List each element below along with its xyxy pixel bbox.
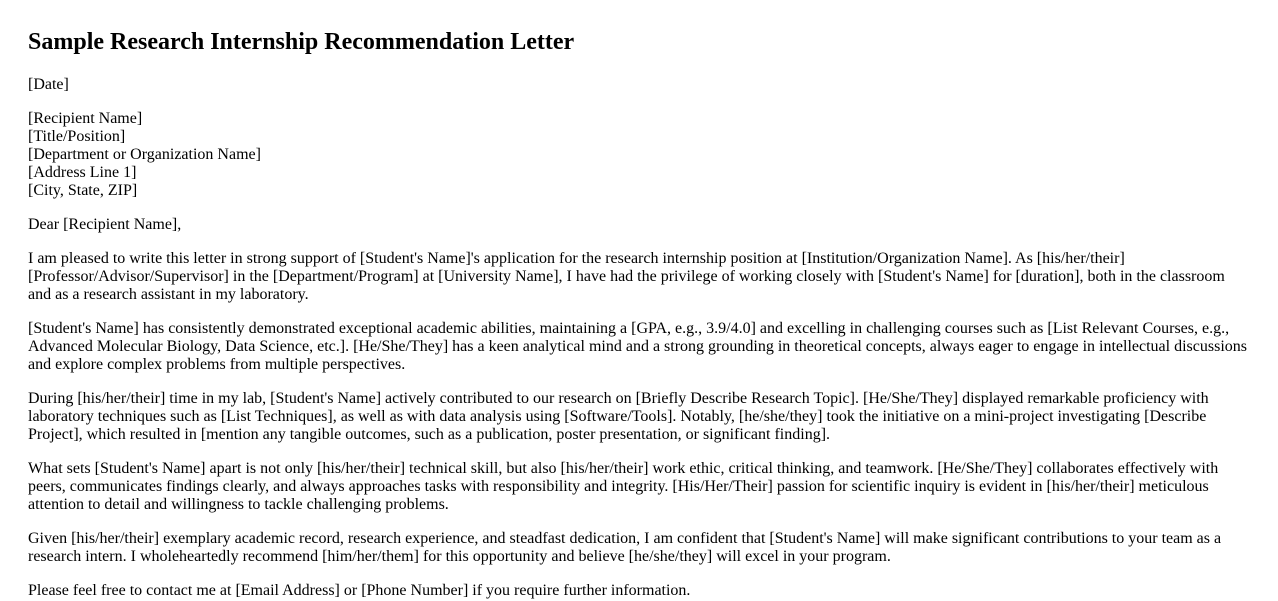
recipient-title: [Title/Position] (28, 128, 126, 145)
recipient-name: [Recipient Name] (28, 110, 143, 127)
salutation: Dear [Recipient Name], (28, 216, 182, 233)
letter-date: [Date] (28, 76, 69, 93)
body-paragraph-character: What sets [Student's Name] apart is not only [his/her/their] technical skill, but also [his/her/their] work ethic, critical thinking, and teamwork. [He/She/They] collaborates effectively with peers, communicates findings clearly, and always approaches tasks with responsibility and integrity. [His/Her/Their] passion for scientific inquiry is evident in [his/her/their] meticulous attention to detail and willingness to tackle challenging problems. (28, 460, 1219, 513)
body-paragraph-recommendation: Given [his/her/their] exemplary academic record, research experience, and steadfast dedication, I am confident that [Student's Name] will make significant contributions to your team as a research intern. I wholeheartedly recommend [him/her/them] for this opportunity and believe [he/she/they] will excel in your program. (28, 530, 1222, 565)
recipient-address-line: [Address Line 1] (28, 164, 137, 181)
body-paragraph-academics: [Student's Name] has consistently demonstrated exceptional academic abilities, maintaining a [GPA, e.g., 3.9/4.0] and excelling in challenging courses such as [List Relevant Courses, e.g., Advanced Molecular Biology, Data Science, etc.]. [He/She/They] has a keen analytical mind and a strong grounding in theoretical concepts, always eager to engage in intellectual discussions and explore complex problems from multiple perspectives. (28, 320, 1247, 373)
body-paragraph-intro: I am pleased to write this letter in strong support of [Student's Name]'s application for the research internship position at [Institution/Organization Name]. As [his/her/their] [Professor/Advisor/Supervisor] in the [Department/Program] at [University Name], I have had the privilege of working closely with [Student's Name] for [duration], both in the classroom and as a research assistant in my laboratory. (28, 250, 1225, 303)
recipient-address-block (28, 110, 1250, 200)
body-paragraph-research: During [his/her/their] time in my lab, [Student's Name] actively contributed to our research on [Briefly Describe Research Topic]. [He/She/They] displayed remarkable proficiency with laboratory techniques such as [List Techniques], as well as with data analysis using [Software/Tools]. Notably, [he/she/they] took the initiative on a mini-project investigating [Describe Project], which resulted in [mention any tangible outcomes, such as a publication, poster presentation, or significant finding]. (28, 390, 1209, 443)
recipient-city-state-zip: [City, State, ZIP] (28, 182, 138, 199)
body-paragraph-contact: Please feel free to contact me at [Email Address] or [Phone Number] if you require further information. (28, 582, 691, 599)
recipient-department: [Department or Organization Name] (28, 146, 261, 163)
page-title: Sample Research Internship Recommendation Letter (28, 29, 575, 55)
